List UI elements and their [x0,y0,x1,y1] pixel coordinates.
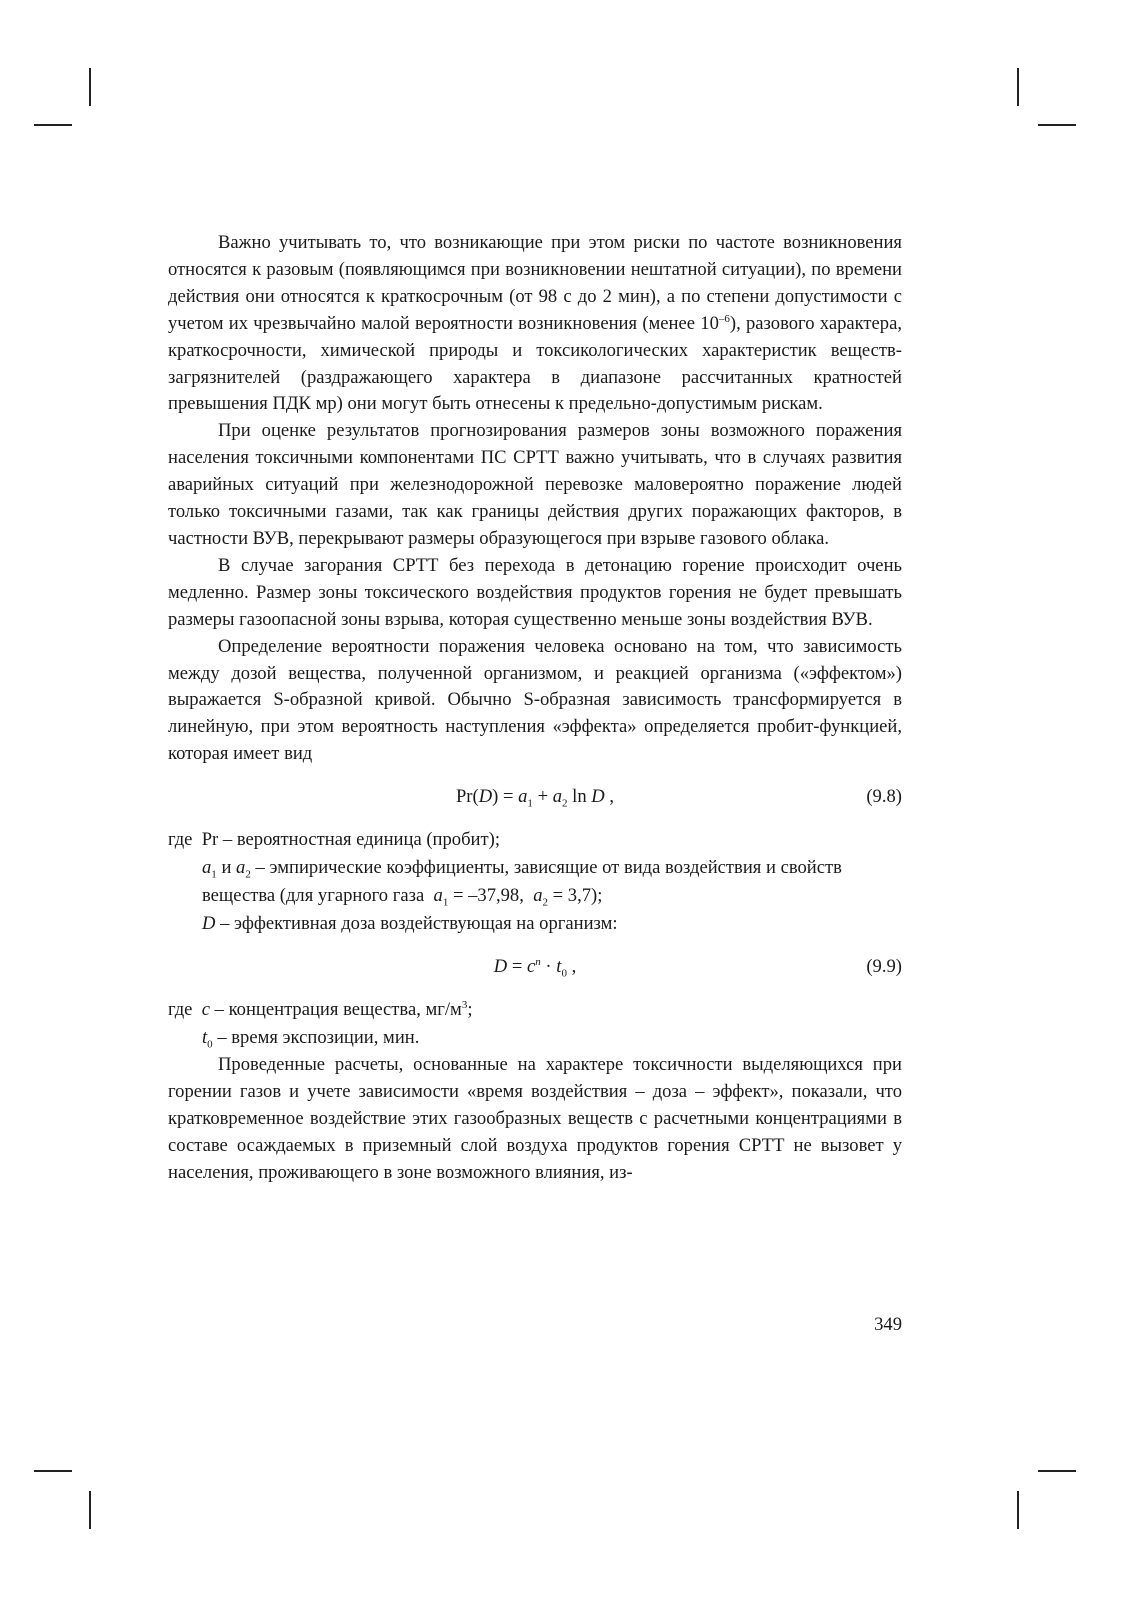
equation-number: (9.8) [866,786,902,808]
paragraph-combustion: В случае загорания СРТТ без перехода в детонацию горение происходит очень медленно. Размер зоны токсического воздействия продуктов горения не будет превышать размеры газоопасной зоны взрыва, которая существенно меньше зоны воздействия ВУВ. [168,554,902,630]
definition-pr: где Pr – вероятностная единица (пробит); [168,829,500,851]
crop-mark-bottom-left-horizontal [34,1470,72,1472]
equation-dose [168,942,902,994]
paragraph-conclusion: Проведенные расчеты, основанные на характере токсичности выделяющихся при горении газов и учете зависимости «время воздействия – доза – эффект», показали, что кратковременное воздействие этих газообразных веществ с расчетными концентрациями в составе осаждаемых в приземный слой воздуха продуктов горения СРТТ не вызовет у населения, проживающего в зоне возможного влияния, из- [168,1054,902,1183]
equation-probit [168,772,902,824]
crop-mark-top-right-vertical [1017,68,1019,106]
definition-concentration: где c – концентрация вещества, $мг/м^3$; [168,998,473,1021]
definition-coefficients-values: вещества (для угарного газа $a_1 = -37,98$, $a_2 = 3,7$); [202,885,603,909]
paragraph-damage-zone: При оценке результатов прогнозирования размеров зоны возможного поражения населения токсичными компонентами ПС СРТТ важно учитывать, что в случаях развития аварийных ситуаций при железнодорожной перевозке маловероятно поражение людей только токсичными газами, так как границы действия других поражающих факторов, в частности ВУВ, перекрывают размеры образующегося при взрыве газового облака. [168,420,902,549]
definition-dose: D – эффективная доза воздействующая на организм: [202,913,618,935]
page-body [168,230,902,1187]
equation-probit-formula: $Pr(D) = a_1 + a_2$ ln D , [455,786,615,810]
crop-mark-bottom-left-vertical [89,1491,91,1529]
equation-number: (9.9) [866,956,902,978]
crop-mark-bottom-right-horizontal [1038,1470,1076,1472]
page-number: 349 [874,1314,902,1335]
definition-coefficients: $a_1$ и $a_2$ – эмпирические коэффициенты, зависящие от вида воздействия и свойств [202,857,842,881]
paragraph-risk-classification: Важно учитывать то, что возникающие при этом риски по частоте возникновения относятся к разовым (появляющимся при возникновении нештатной ситуации), по времени действия они относятся к краткосрочным (от 98 с до 2 мин), а по степени допустимости с учетом их чрезвычайно малой вероятности возникновения (менее $10^{-6}$), разового характера, краткосрочности, химической природы и токсикологических характеристик веществ-загрязнителей (раздражающего характера в диапазоне рассчитанных кратностей превышения ПДК мр) они могут быть отнесены к предельно-допустимым рискам. [168,232,902,415]
crop-mark-bottom-right-vertical [1017,1491,1019,1529]
crop-mark-top-left-horizontal [34,124,72,126]
paragraph-probit-intro: Определение вероятности поражения человека основано на том, что зависимость между дозой вещества, полученной организмом, и реакцией организма («эффектом») выражается S-образной кривой. Обычно S-образная зависимость трансформируется в линейную, при этом вероятность наступления «эффекта» определяется пробит-функцией, которая имеет вид [168,635,902,765]
crop-mark-top-right-horizontal [1038,124,1076,126]
equation-dose-formula: $D = c^n \cdot t_0$ , [493,955,577,980]
definition-exposure-time: $t_0$ – время экспозиции, мин. [202,1027,420,1051]
crop-mark-top-left-vertical [89,68,91,106]
